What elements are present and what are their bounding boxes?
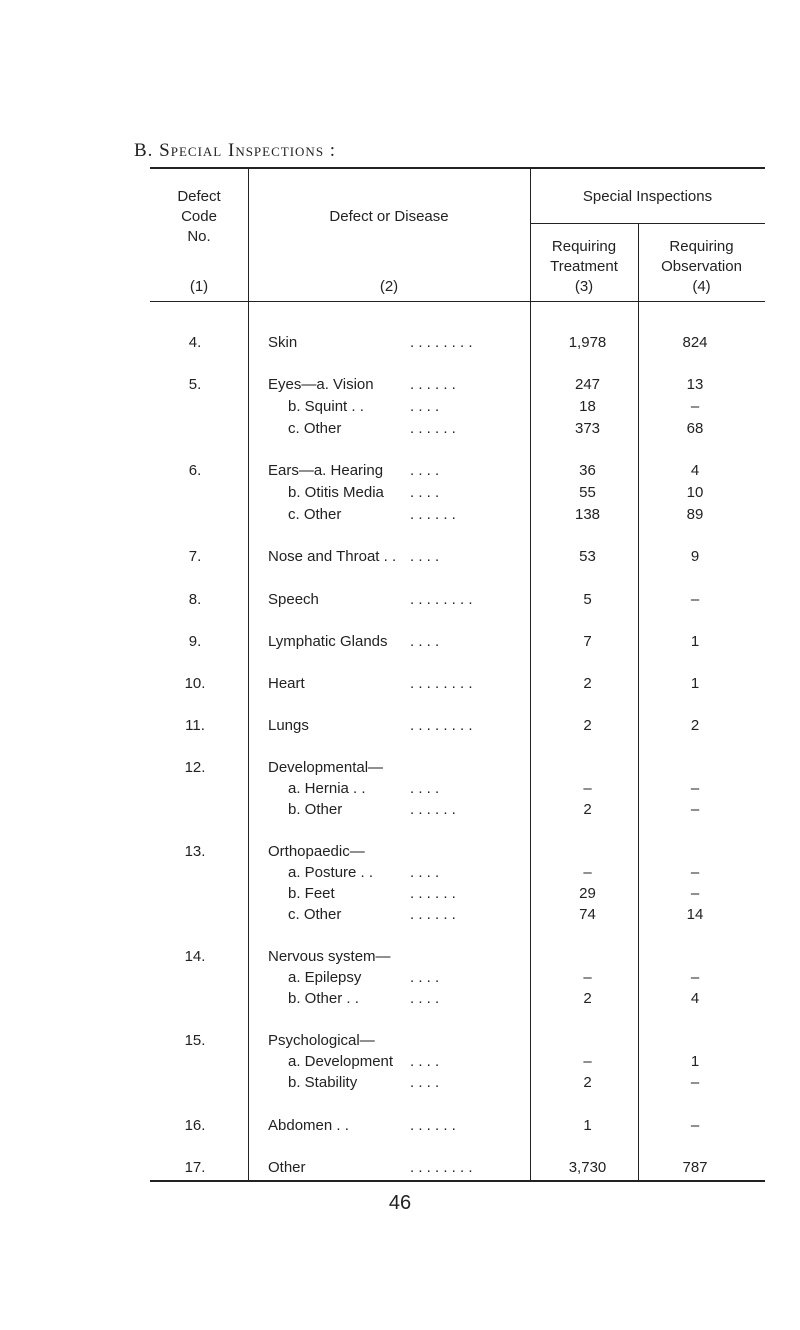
row-leader-dots: . . . . . . . . bbox=[410, 675, 473, 692]
row-code: 13. bbox=[184, 843, 206, 860]
row-code: 11. bbox=[185, 717, 205, 734]
header-code-line2: Code bbox=[181, 208, 217, 225]
row-label: a. Posture . . bbox=[288, 864, 374, 881]
row-label: b. Other bbox=[288, 801, 343, 818]
row-code: 8. bbox=[188, 591, 202, 608]
row-leader-dots: . . . . . . bbox=[410, 801, 456, 818]
row-label: b. Otitis Media bbox=[288, 484, 384, 501]
row-observation-value: – bbox=[690, 398, 700, 415]
row-label: Developmental— bbox=[268, 759, 384, 776]
row-treatment-value: – bbox=[583, 969, 592, 986]
col-divider-3 bbox=[638, 224, 639, 1180]
row-leader-dots: . . . . . . bbox=[410, 506, 456, 523]
row-label: b. Stability bbox=[288, 1074, 358, 1091]
row-label: Lymphatic Glands bbox=[268, 633, 388, 650]
row-label: Abdomen . . bbox=[268, 1117, 349, 1134]
row-leader-dots: . . . . bbox=[410, 780, 440, 797]
row-label: Nervous system— bbox=[268, 948, 391, 965]
row-label: b. Feet bbox=[288, 885, 335, 902]
row-code: 10. bbox=[184, 675, 206, 692]
header-code bbox=[150, 187, 248, 247]
row-label: Heart bbox=[268, 675, 305, 692]
row-label: Other bbox=[268, 1159, 306, 1176]
row-leader-dots: . . . . bbox=[410, 398, 440, 415]
row-label: Lungs bbox=[268, 717, 309, 734]
header-group-rule bbox=[530, 223, 765, 224]
row-label: Eyes—a. Vision bbox=[268, 376, 374, 393]
row-label: c. Other bbox=[288, 420, 342, 437]
row-observation-value: 824 bbox=[682, 334, 708, 351]
row-label: a. Hernia . . bbox=[288, 780, 366, 797]
row-treatment-value: 2 bbox=[583, 717, 592, 734]
row-code: 4. bbox=[188, 334, 202, 351]
header-observation bbox=[638, 237, 765, 297]
row-observation-value: 787 bbox=[682, 1159, 708, 1176]
row-leader-dots: . . . . bbox=[410, 462, 440, 479]
row-label: Ears—a. Hearing bbox=[268, 462, 384, 479]
row-treatment-value: – bbox=[583, 780, 592, 797]
table-bottom-rule bbox=[150, 1180, 765, 1182]
row-leader-dots: . . . . bbox=[410, 548, 440, 565]
header-defect-num: (2) bbox=[379, 278, 399, 295]
row-treatment-value: 36 bbox=[579, 462, 596, 479]
row-code: 15. bbox=[184, 1032, 206, 1049]
row-treatment-value: 7 bbox=[583, 633, 592, 650]
header-code-line3: No. bbox=[187, 228, 211, 245]
page-number: 46 bbox=[388, 1192, 412, 1214]
row-treatment-value: 2 bbox=[583, 1074, 592, 1091]
row-treatment-value: 1 bbox=[583, 1117, 592, 1134]
header-code-line1: Defect bbox=[177, 188, 221, 205]
row-leader-dots: . . . . . . . . bbox=[410, 1159, 473, 1176]
row-treatment-value: 53 bbox=[579, 548, 596, 565]
row-code: 6. bbox=[188, 462, 202, 479]
row-leader-dots: . . . . bbox=[410, 969, 440, 986]
row-treatment-value: 29 bbox=[579, 885, 596, 902]
row-treatment-value: 2 bbox=[583, 990, 592, 1007]
row-observation-value: 13 bbox=[686, 376, 704, 393]
row-treatment-value: 3,730 bbox=[568, 1159, 607, 1176]
row-leader-dots: . . . . bbox=[410, 484, 440, 501]
row-treatment-value: 373 bbox=[574, 420, 601, 437]
section-heading: B. Special Inspections : bbox=[134, 140, 337, 161]
header-defect: Defect or Disease bbox=[329, 208, 449, 225]
row-observation-value: 4 bbox=[690, 462, 700, 479]
row-observation-value: 1 bbox=[690, 633, 700, 650]
header-observation-line2: Observation bbox=[661, 258, 742, 275]
row-leader-dots: . . . . . . bbox=[410, 376, 456, 393]
header-treatment-num: (3) bbox=[574, 278, 594, 295]
header-treatment-line1: Requiring bbox=[551, 238, 617, 255]
row-treatment-value: 247 bbox=[574, 376, 601, 393]
row-observation-value: – bbox=[690, 1117, 700, 1134]
row-observation-value: – bbox=[690, 591, 700, 608]
row-observation-value: – bbox=[690, 885, 700, 902]
row-observation-value: 89 bbox=[686, 506, 704, 523]
row-treatment-value: 55 bbox=[579, 484, 596, 501]
row-treatment-value: 138 bbox=[574, 506, 601, 523]
header-bottom-rule bbox=[150, 301, 765, 302]
row-observation-value: 68 bbox=[686, 420, 704, 437]
header-treatment bbox=[530, 237, 638, 297]
row-treatment-value: – bbox=[583, 1053, 592, 1070]
header-code-num: (1) bbox=[189, 278, 209, 295]
row-label: b. Squint . . bbox=[288, 398, 364, 415]
row-leader-dots: . . . . . . bbox=[410, 1117, 456, 1134]
row-label: Nose and Throat . . bbox=[268, 548, 397, 565]
row-treatment-value: 5 bbox=[583, 591, 592, 608]
row-leader-dots: . . . . bbox=[410, 990, 440, 1007]
row-treatment-value: 18 bbox=[579, 398, 596, 415]
row-label: a. Development bbox=[288, 1053, 394, 1070]
row-leader-dots: . . . . . . bbox=[410, 906, 456, 923]
row-leader-dots: . . . . . . . . bbox=[410, 717, 473, 734]
row-label: a. Epilepsy bbox=[288, 969, 362, 986]
row-leader-dots: . . . . . . . . bbox=[410, 591, 473, 608]
row-leader-dots: . . . . . . . . bbox=[410, 334, 473, 351]
row-observation-value: – bbox=[690, 780, 700, 797]
row-observation-value: – bbox=[690, 1074, 700, 1091]
row-treatment-value: – bbox=[583, 864, 592, 881]
row-leader-dots: . . . . bbox=[410, 864, 440, 881]
row-observation-value: 4 bbox=[690, 990, 700, 1007]
row-label: c. Other bbox=[288, 906, 342, 923]
row-label: b. Other . . bbox=[288, 990, 359, 1007]
row-observation-value: – bbox=[690, 801, 700, 818]
header-observation-line1: Requiring bbox=[669, 238, 734, 255]
row-observation-value: 14 bbox=[686, 906, 704, 923]
row-code: 12. bbox=[184, 759, 206, 776]
row-treatment-value: 74 bbox=[579, 906, 596, 923]
row-label: Orthopaedic— bbox=[268, 843, 365, 860]
row-leader-dots: . . . . . . bbox=[410, 420, 456, 437]
row-observation-value: – bbox=[690, 864, 700, 881]
row-observation-value: 2 bbox=[690, 717, 700, 734]
row-leader-dots: . . . . . . bbox=[410, 885, 456, 902]
row-code: 14. bbox=[184, 948, 206, 965]
row-label: Skin bbox=[268, 334, 298, 351]
row-leader-dots: . . . . bbox=[410, 1074, 440, 1091]
row-observation-value: 1 bbox=[690, 1053, 700, 1070]
row-code: 16. bbox=[184, 1117, 206, 1134]
row-observation-value: – bbox=[690, 969, 700, 986]
row-treatment-value: 2 bbox=[583, 675, 592, 692]
row-observation-value: 1 bbox=[690, 675, 700, 692]
row-label: Psychological— bbox=[268, 1032, 375, 1049]
row-leader-dots: . . . . bbox=[410, 633, 440, 650]
row-observation-value: 10 bbox=[686, 484, 704, 501]
row-code: 17. bbox=[184, 1159, 206, 1176]
row-treatment-value: 2 bbox=[583, 801, 592, 818]
row-leader-dots: . . . . bbox=[410, 1053, 440, 1070]
row-label: c. Other bbox=[288, 506, 342, 523]
table-top-rule bbox=[150, 167, 765, 169]
row-code: 9. bbox=[188, 633, 202, 650]
header-treatment-line2: Treatment bbox=[550, 258, 618, 275]
row-observation-value: 9 bbox=[690, 548, 700, 565]
row-label: Speech bbox=[268, 591, 319, 608]
row-treatment-value: 1,978 bbox=[568, 334, 607, 351]
row-code: 5. bbox=[188, 376, 202, 393]
header-observation-num: (4) bbox=[692, 278, 711, 295]
col-divider-1 bbox=[248, 168, 249, 1180]
header-special-inspections: Special Inspections bbox=[582, 188, 713, 205]
row-code: 7. bbox=[188, 548, 202, 565]
